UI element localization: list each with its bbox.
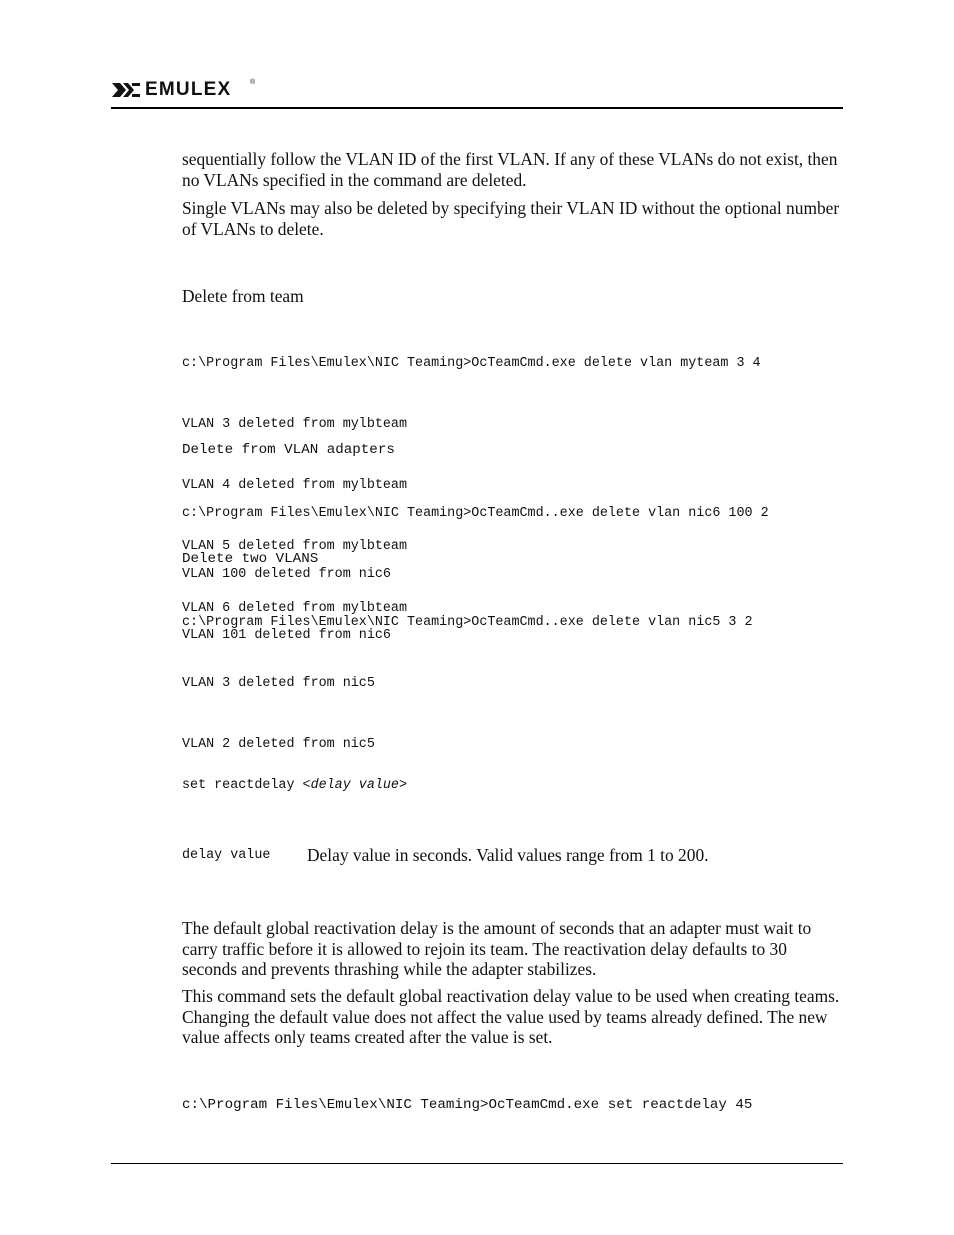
emulex-logo-icon [111, 81, 141, 99]
code-line: VLAN 3 deleted from nic5 [182, 676, 375, 692]
description-paragraph-1: The default global reactivation delay is the amount of seconds that an adapter must wait to carry traffic before it is allowed to rejoin its team. The reactivation delay defaults to 30 seconds and prevents thrashing while the adapter stabilizes. [182, 918, 812, 979]
code-line: VLAN 100 deleted from nic6 [182, 567, 391, 583]
logo-text: EMULEX [145, 79, 232, 100]
code-line: c:\Program Files\Emulex\NIC Teaming>OcTeamCmd..exe delete vlan nic5 3 2 [182, 614, 753, 630]
code-line: VLAN 5 deleted from mylbteam [182, 539, 407, 555]
syntax-prefix: set reactdelay < [182, 778, 311, 793]
example-adapters-heading: Delete from VLAN adapters [182, 442, 395, 458]
parameter-name: delay value [182, 848, 271, 863]
code-line: VLAN 3 deleted from mylbteam [182, 417, 407, 433]
example-two-code [182, 572, 753, 776]
header-logo [111, 79, 261, 101]
logo-trademark: ® [250, 79, 256, 86]
code-line: VLAN 4 deleted from mylbteam [182, 478, 407, 494]
syntax-line [182, 776, 407, 796]
code-line: c:\Program Files\Emulex\NIC Teaming>OcTeamCmd.exe delete vlan myteam 3 4 [182, 355, 761, 371]
code-line: VLAN 6 deleted from mylbteam [182, 600, 407, 616]
header-rule [111, 107, 843, 109]
code-line: VLAN 2 deleted from nic5 [182, 737, 375, 753]
syntax-param: delay value [310, 778, 399, 793]
parameter-description: Delay value in seconds. Valid values range from 1 to 200. [307, 845, 709, 865]
description-paragraph-2: This command sets the default global reactivation delay value to be used when creating teams. Changing the default value does not affect the value used by teams already defined. The new value affects only teams created after the value is set. [182, 986, 840, 1047]
example-set-line: c:\Program Files\Emulex\NIC Teaming>OcTeamCmd.exe set reactdelay 45 [182, 1097, 753, 1113]
code-line: VLAN 101 deleted from nic6 [182, 628, 391, 644]
intro-paragraph-1: sequentially follow the VLAN ID of the first VLAN. If any of these VLANs do not exist, then no VLANs specified in the command are deleted. [182, 149, 838, 190]
example-two-heading: Delete two VLANS [182, 551, 319, 567]
intro-paragraph-2: Single VLANs may also be deleted by specifying their VLAN ID without the optional number of VLANs to delete. [182, 198, 840, 239]
code-line: c:\Program Files\Emulex\NIC Teaming>OcTeamCmd..exe delete vlan nic6 100 2 [182, 505, 769, 521]
example-team-heading: Delete from team [182, 286, 304, 306]
footer-rule [111, 1163, 843, 1164]
syntax-suffix: > [398, 778, 408, 793]
